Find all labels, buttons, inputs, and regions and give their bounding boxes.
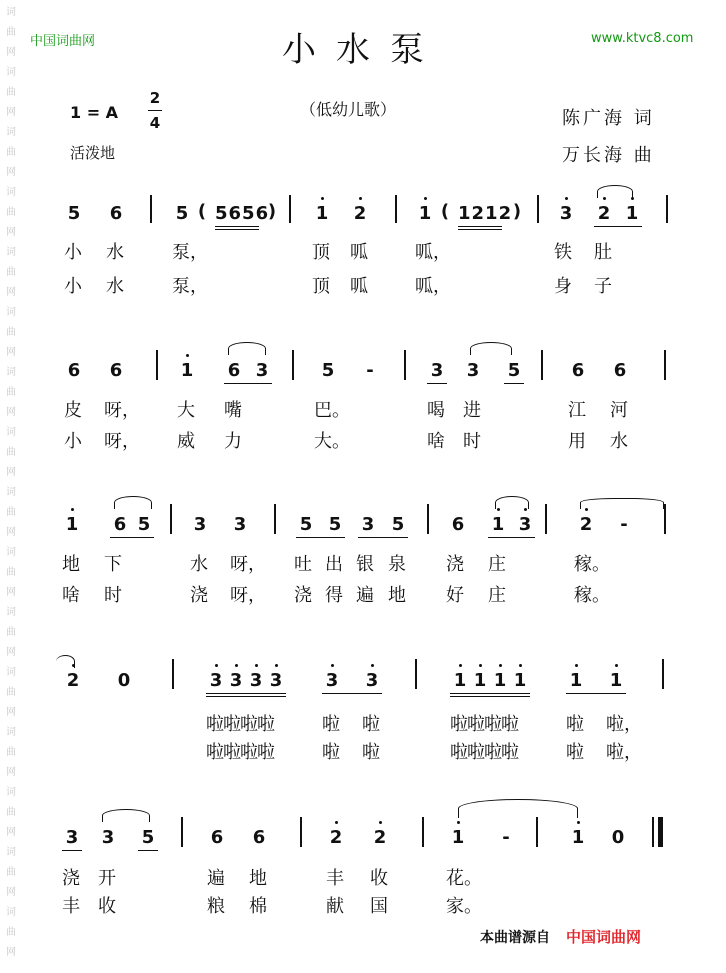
note: 3 (233, 514, 247, 535)
song-subtitle: （低幼儿歌） (300, 100, 397, 119)
time-top: 2 (149, 89, 161, 107)
watermark-glyph: 网 (6, 527, 16, 538)
note: 1 (473, 670, 487, 691)
lyric: 棉 (249, 896, 267, 917)
site-link-right[interactable]: www.ktvc8.com (591, 31, 694, 46)
note: 5 (175, 203, 189, 224)
lyric: 水 (190, 554, 208, 575)
source-label: 本曲谱源自 (480, 930, 550, 946)
note: 5 (391, 514, 405, 535)
lyric: 喝 (427, 400, 445, 421)
lyric: 庄 (488, 585, 506, 606)
lyric: 呱， (415, 276, 451, 297)
watermark-glyph: 词 (6, 187, 16, 198)
note: 1 (451, 827, 465, 848)
watermark-glyph: 词 (6, 667, 16, 678)
lyric: 国 (370, 896, 388, 917)
watermark-glyph: 曲 (6, 27, 16, 38)
watermark-glyph: 网 (6, 407, 16, 418)
lyric: 收 (98, 896, 116, 917)
note: 6 (451, 514, 465, 535)
note: 2 (597, 203, 611, 224)
watermark-glyph: 曲 (6, 687, 16, 698)
lyric: 银 (356, 554, 374, 575)
paren: ) (512, 201, 522, 222)
watermark-glyph: 词 (6, 127, 16, 138)
lyric: 稼。 (574, 554, 610, 575)
note: 2 (373, 827, 387, 848)
note: 3 (249, 670, 263, 691)
watermark-glyph: 词 (6, 487, 16, 498)
lyric: 泉 (388, 554, 406, 575)
note: 5 (321, 360, 335, 381)
note: 3 (361, 514, 375, 535)
lyricist-credit: 陈广海 词 (562, 108, 655, 129)
note: 5 (137, 514, 151, 535)
lyric: 啦 (322, 742, 340, 763)
watermark-glyph: 曲 (6, 927, 16, 938)
watermark-glyph: 网 (6, 647, 16, 658)
watermark-glyph: 曲 (6, 747, 16, 758)
lyric: 用 (568, 431, 586, 452)
note: 5 (299, 514, 313, 535)
score-line-2 (0, 347, 726, 467)
note: 6 (113, 514, 127, 535)
lyric: 呱， (415, 242, 451, 263)
lyric: 力 (224, 431, 242, 452)
lyric: 出 (325, 554, 343, 575)
lyric: 肚 (594, 242, 612, 263)
note: 2 (353, 203, 367, 224)
watermark-glyph: 词 (6, 307, 16, 318)
watermark-glyph: 网 (6, 347, 16, 358)
note: 2 (329, 827, 343, 848)
lyric: 呀， (104, 431, 140, 452)
lyric: 子 (594, 276, 612, 297)
lyric: 收 (370, 868, 388, 889)
note: 3 (101, 827, 115, 848)
score-line-5 (0, 812, 726, 932)
lyric: 嘴 (224, 400, 242, 421)
lyric: 啦， (606, 742, 642, 763)
lyric: 浇 (190, 585, 208, 606)
lyric: 大 (177, 400, 195, 421)
note: 6 (613, 360, 627, 381)
note: 1 (180, 360, 194, 381)
lyric: 粮 (207, 896, 225, 917)
watermark-glyph: 网 (6, 707, 16, 718)
lyric: 呀， (104, 400, 140, 421)
watermark-glyph: 词 (6, 787, 16, 798)
watermark-glyph: 曲 (6, 447, 16, 458)
lyric: 丰 (62, 896, 80, 917)
watermark-glyph: 曲 (6, 627, 16, 638)
paren: ) (267, 201, 277, 222)
note: 1 (571, 827, 585, 848)
note: 6 (227, 360, 241, 381)
note: 3 (559, 203, 573, 224)
watermark-glyph: 曲 (6, 207, 16, 218)
lyric: 啦啦啦啦 (206, 714, 274, 735)
lyric: 小 (64, 276, 82, 297)
watermark-glyph: 网 (6, 167, 16, 178)
lyric: 献 (326, 896, 344, 917)
lyric: 身 (554, 276, 572, 297)
lyric: 呱 (350, 242, 368, 263)
watermark-glyph: 词 (6, 427, 16, 438)
note: - (620, 514, 628, 535)
lyric: 好 (446, 585, 464, 606)
lyric: 下 (104, 554, 122, 575)
lyric: 水 (106, 242, 124, 263)
note: - (366, 360, 374, 381)
note: 3 (65, 827, 79, 848)
watermark-glyph: 词 (6, 67, 16, 78)
note: 6 (210, 827, 224, 848)
note: 3 (466, 360, 480, 381)
lyric: 地 (62, 554, 80, 575)
lyric: 啦 (362, 714, 380, 735)
lyric: 小 (64, 242, 82, 263)
lyric: 啦 (322, 714, 340, 735)
lyric: 水 (106, 276, 124, 297)
note: 6 (252, 827, 266, 848)
lyric: 吐 (294, 554, 312, 575)
lyric: 家。 (446, 896, 482, 917)
lyric: 啦啦啦啦 (206, 742, 274, 763)
lyric: 稼。 (574, 585, 610, 606)
watermark-glyph: 网 (6, 227, 16, 238)
lyric: 遍 (356, 585, 374, 606)
note: 1 (569, 670, 583, 691)
watermark-glyph: 词 (6, 367, 16, 378)
lyric: 庄 (488, 554, 506, 575)
lyric: 河 (610, 400, 628, 421)
paren: ( (197, 201, 207, 222)
note: 3 (229, 670, 243, 691)
watermark-glyph: 曲 (6, 807, 16, 818)
lyric: 铁 (554, 242, 572, 263)
lyric: 威 (177, 431, 195, 452)
watermark-glyph: 词 (6, 607, 16, 618)
score-line-1 (0, 187, 726, 310)
note: 5 (328, 514, 342, 535)
note: 1 (65, 514, 79, 535)
note: 3 (365, 670, 379, 691)
score-line-3 (0, 501, 726, 621)
site-link-left[interactable]: 中国词曲网 (30, 34, 96, 49)
lyric: 小 (64, 431, 82, 452)
lyric: 江 (568, 400, 586, 421)
note-group: 5656 (215, 203, 270, 224)
watermark-glyph: 曲 (6, 387, 16, 398)
note: 3 (209, 670, 223, 691)
note: 0 (117, 670, 131, 691)
note: 3 (193, 514, 207, 535)
watermark-glyph: 网 (6, 107, 16, 118)
note: 1 (513, 670, 527, 691)
time-signature (148, 88, 162, 133)
watermark-glyph: 词 (6, 247, 16, 258)
lyric: 啦 (362, 742, 380, 763)
lyric: 啦 (566, 742, 584, 763)
watermark-glyph: 网 (6, 767, 16, 778)
watermark-glyph: 网 (6, 47, 16, 58)
composer-credit: 万长海 曲 (562, 145, 655, 166)
lyric: 进 (463, 400, 481, 421)
watermark-glyph: 词 (6, 847, 16, 858)
lyric: 皮 (64, 400, 82, 421)
note: 1 (493, 670, 507, 691)
lyric: 啥 (427, 431, 445, 452)
note: 3 (269, 670, 283, 691)
lyric: 浇 (62, 868, 80, 889)
note: 6 (109, 203, 123, 224)
lyric: 花。 (446, 868, 482, 889)
key-signature: 1 = A (70, 103, 119, 122)
lyric: 啦 (566, 714, 584, 735)
watermark-glyph: 网 (6, 587, 16, 598)
note: 1 (609, 670, 623, 691)
watermark-glyph: 词 (6, 907, 16, 918)
lyric: 浇 (446, 554, 464, 575)
lyric: 呀， (230, 554, 266, 575)
note: 1 (315, 203, 329, 224)
watermark-glyph: 网 (6, 467, 16, 478)
watermark-glyph: 网 (6, 827, 16, 838)
lyric: 呱 (350, 276, 368, 297)
note: 0 (611, 827, 625, 848)
watermark-glyph: 网 (6, 287, 16, 298)
time-bottom: 4 (149, 114, 161, 132)
source-credit (480, 926, 641, 947)
note: 3 (430, 360, 444, 381)
watermark-glyph: 网 (6, 947, 16, 958)
lyric: 地 (388, 585, 406, 606)
song-title: 小水泵 (282, 30, 444, 70)
lyric: 啥 (62, 585, 80, 606)
note: 1 (491, 514, 505, 535)
lyric: 水 (610, 431, 628, 452)
note: 3 (255, 360, 269, 381)
lyric: 时 (104, 585, 122, 606)
watermark-glyph: 曲 (6, 87, 16, 98)
lyric: 泵， (172, 242, 208, 263)
lyric: 地 (249, 868, 267, 889)
lyric: 啦啦啦啦 (450, 714, 518, 735)
lyric: 顶 (312, 276, 330, 297)
note: 5 (67, 203, 81, 224)
lyric: 时 (463, 431, 481, 452)
note: 3 (518, 514, 532, 535)
watermark-glyph: 词 (6, 7, 16, 18)
watermark-glyph: 曲 (6, 267, 16, 278)
note: 6 (67, 360, 81, 381)
tempo-marking: 活泼地 (70, 144, 116, 162)
source-site-link[interactable]: 中国词曲网 (566, 928, 642, 946)
lyric: 大。 (314, 431, 350, 452)
watermark-glyph: 曲 (6, 147, 16, 158)
note: 6 (109, 360, 123, 381)
lyric: 巴。 (314, 400, 350, 421)
note: 2 (66, 670, 80, 691)
watermark-glyph: 网 (6, 887, 16, 898)
note: - (502, 827, 510, 848)
note: 5 (141, 827, 155, 848)
watermark-glyph: 曲 (6, 327, 16, 338)
score-line-4 (0, 657, 726, 777)
watermark-glyph: 曲 (6, 567, 16, 578)
lyric: 遍 (207, 868, 225, 889)
lyric: 泵， (172, 276, 208, 297)
note: 5 (507, 360, 521, 381)
note: 1 (418, 203, 432, 224)
note: 2 (579, 514, 593, 535)
paren: ( (440, 201, 450, 222)
lyric: 啦， (606, 714, 642, 735)
note: 3 (325, 670, 339, 691)
watermark-glyph: 曲 (6, 507, 16, 518)
note: 1 (453, 670, 467, 691)
lyric: 得 (325, 585, 343, 606)
note: 6 (571, 360, 585, 381)
note-group: 1212 (458, 203, 513, 224)
lyric: 啦啦啦啦 (450, 742, 518, 763)
note: 1 (625, 203, 639, 224)
lyric: 浇 (294, 585, 312, 606)
lyric: 顶 (312, 242, 330, 263)
watermark-glyph: 词 (6, 547, 16, 558)
lyric: 丰 (326, 868, 344, 889)
watermark-glyph: 词 (6, 727, 16, 738)
lyric: 呀， (230, 585, 266, 606)
lyric: 开 (98, 868, 116, 889)
watermark-glyph: 曲 (6, 867, 16, 878)
